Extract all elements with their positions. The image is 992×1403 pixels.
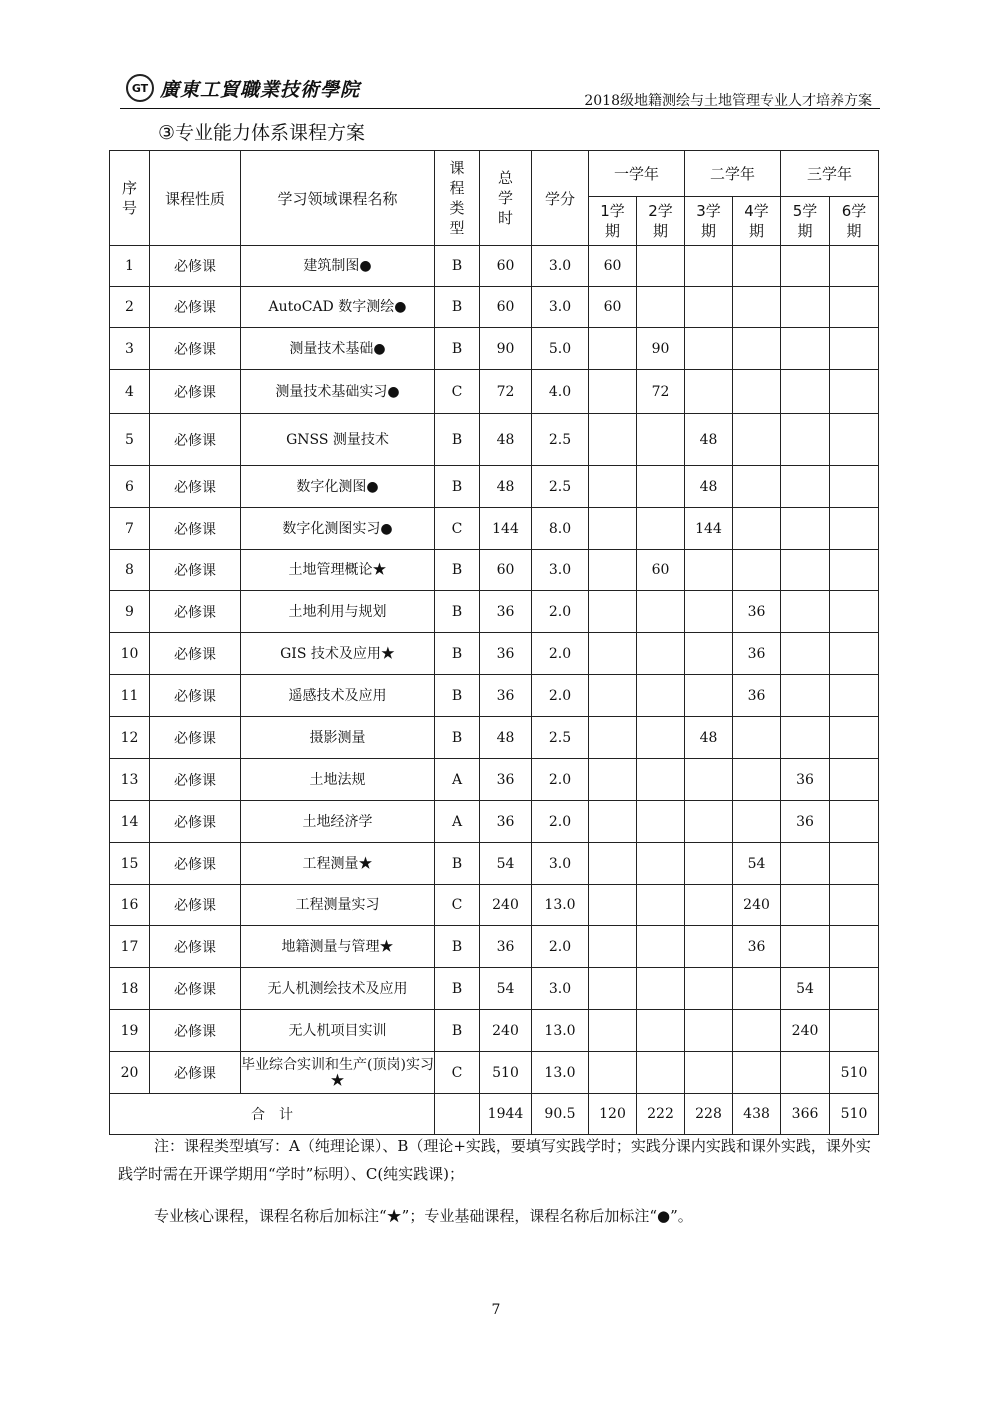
cell-course-name: 土地管理概论★ xyxy=(241,550,435,591)
header-year-2: 二学年 xyxy=(685,151,781,197)
cell-seq: 4 xyxy=(110,370,150,414)
cell-credits: 2.0 xyxy=(532,926,589,968)
cell-semester-3 xyxy=(685,328,733,370)
cell-semester-3 xyxy=(685,1010,733,1052)
table-row xyxy=(110,246,879,287)
cell-credits: 2.0 xyxy=(532,759,589,801)
cell-semester-3 xyxy=(685,550,733,591)
cell-semester-3 xyxy=(685,885,733,926)
cell-seq: 14 xyxy=(110,801,150,843)
cell-semester-5 xyxy=(781,328,830,370)
cell-type: B xyxy=(435,550,480,591)
table-row xyxy=(110,466,879,508)
school-emblem-icon: GT xyxy=(126,74,154,102)
cell-semester-5 xyxy=(781,633,830,675)
cell-semester-1 xyxy=(589,843,637,885)
cell-total-hours: 54 xyxy=(480,968,532,1010)
cell-semester-5 xyxy=(781,843,830,885)
cell-semester-1: 60 xyxy=(589,287,637,328)
cell-semester-1 xyxy=(589,414,637,466)
cell-nature: 必修课 xyxy=(150,1052,241,1094)
page-header xyxy=(120,70,880,110)
cell-course-name: 遥感技术及应用 xyxy=(241,675,435,717)
cell-total-hours: 60 xyxy=(480,287,532,328)
cell-semester-4 xyxy=(733,550,781,591)
cell-semester-4 xyxy=(733,801,781,843)
cell-seq: 9 xyxy=(110,591,150,633)
table-header xyxy=(110,151,879,246)
cell-semester-6 xyxy=(830,328,879,370)
cell-semester-2 xyxy=(637,675,685,717)
cell-total-hours: 60 xyxy=(480,246,532,287)
cell-credits: 3.0 xyxy=(532,287,589,328)
cell-semester-1 xyxy=(589,1052,637,1094)
cell-semester-1 xyxy=(589,801,637,843)
cell-credits: 4.0 xyxy=(532,370,589,414)
cell-credits: 2.5 xyxy=(532,414,589,466)
cell-semester-3 xyxy=(685,633,733,675)
cell-semester-5 xyxy=(781,717,830,759)
total-s1: 120 xyxy=(589,1094,637,1135)
table-row xyxy=(110,550,879,591)
cell-semester-3 xyxy=(685,287,733,328)
cell-type: B xyxy=(435,466,480,508)
table-row xyxy=(110,885,879,926)
cell-credits: 2.5 xyxy=(532,717,589,759)
cell-semester-4 xyxy=(733,370,781,414)
table-row xyxy=(110,801,879,843)
cell-semester-1 xyxy=(589,591,637,633)
cell-course-name: 无人机测绘技术及应用 xyxy=(241,968,435,1010)
cell-semester-5 xyxy=(781,926,830,968)
total-s4: 438 xyxy=(733,1094,781,1135)
cell-course-name: 土地利用与规划 xyxy=(241,591,435,633)
cell-semester-6 xyxy=(830,287,879,328)
cell-semester-4 xyxy=(733,717,781,759)
cell-semester-6 xyxy=(830,1010,879,1052)
cell-semester-6 xyxy=(830,843,879,885)
cell-semester-4 xyxy=(733,1052,781,1094)
cell-type: B xyxy=(435,717,480,759)
table-row xyxy=(110,843,879,885)
cell-type: B xyxy=(435,328,480,370)
cell-nature: 必修课 xyxy=(150,414,241,466)
header-semester-6: 6学 期 xyxy=(830,197,879,246)
cell-semester-5 xyxy=(781,550,830,591)
cell-semester-1 xyxy=(589,633,637,675)
cell-semester-5 xyxy=(781,885,830,926)
cell-nature: 必修课 xyxy=(150,843,241,885)
cell-semester-4: 36 xyxy=(733,926,781,968)
cell-semester-1 xyxy=(589,466,637,508)
cell-type: B xyxy=(435,675,480,717)
cell-semester-6 xyxy=(830,370,879,414)
header-year-1: 一学年 xyxy=(589,151,685,197)
cell-course-name: AutoCAD 数字测绘● xyxy=(241,287,435,328)
cell-semester-1 xyxy=(589,508,637,550)
cell-semester-1: 60 xyxy=(589,246,637,287)
cell-type: B xyxy=(435,843,480,885)
document-title: 2018级地籍测绘与土地管理专业人才培养方案 xyxy=(584,93,872,109)
cell-nature: 必修课 xyxy=(150,591,241,633)
cell-course-name: 地籍测量与管理★ xyxy=(241,926,435,968)
table-row xyxy=(110,328,879,370)
cell-nature: 必修课 xyxy=(150,759,241,801)
cell-course-name: 土地经济学 xyxy=(241,801,435,843)
cell-semester-5 xyxy=(781,414,830,466)
course-table xyxy=(109,150,879,1135)
cell-seq: 2 xyxy=(110,287,150,328)
section-title: ③专业能力体系课程方案 xyxy=(158,122,366,144)
cell-semester-6 xyxy=(830,801,879,843)
cell-total-hours: 54 xyxy=(480,843,532,885)
cell-type: B xyxy=(435,591,480,633)
header-semester-1: 1学 期 xyxy=(589,197,637,246)
cell-credits: 2.0 xyxy=(532,633,589,675)
header-seq: 序 号 xyxy=(110,151,150,246)
total-type xyxy=(435,1094,480,1135)
table-row xyxy=(110,370,879,414)
cell-semester-1 xyxy=(589,717,637,759)
cell-total-hours: 36 xyxy=(480,591,532,633)
cell-semester-5 xyxy=(781,466,830,508)
cell-semester-1 xyxy=(589,550,637,591)
table-row xyxy=(110,1010,879,1052)
cell-type: B xyxy=(435,968,480,1010)
cell-semester-1 xyxy=(589,328,637,370)
cell-semester-6 xyxy=(830,968,879,1010)
cell-semester-5 xyxy=(781,370,830,414)
header-total-hours: 总 学 时 xyxy=(480,151,532,246)
cell-course-name: 数字化测图实习● xyxy=(241,508,435,550)
cell-semester-2 xyxy=(637,414,685,466)
cell-semester-4: 36 xyxy=(733,633,781,675)
cell-semester-1 xyxy=(589,1010,637,1052)
cell-nature: 必修课 xyxy=(150,508,241,550)
cell-type: C xyxy=(435,1052,480,1094)
cell-semester-6 xyxy=(830,759,879,801)
cell-course-name: 建筑制图● xyxy=(241,246,435,287)
cell-total-hours: 48 xyxy=(480,414,532,466)
school-name: 廣東工貿職業技術學院 xyxy=(160,78,361,101)
table-row xyxy=(110,717,879,759)
header-nature: 课程性质 xyxy=(150,151,241,246)
cell-semester-3: 144 xyxy=(685,508,733,550)
cell-semester-4 xyxy=(733,246,781,287)
cell-nature: 必修课 xyxy=(150,885,241,926)
cell-semester-2 xyxy=(637,843,685,885)
cell-course-name: 工程测量★ xyxy=(241,843,435,885)
cell-course-name: 摄影测量 xyxy=(241,717,435,759)
cell-nature: 必修课 xyxy=(150,633,241,675)
cell-seq: 15 xyxy=(110,843,150,885)
total-s6: 510 xyxy=(830,1094,879,1135)
cell-semester-3 xyxy=(685,801,733,843)
cell-semester-2 xyxy=(637,885,685,926)
cell-semester-4 xyxy=(733,508,781,550)
header-year-3: 三学年 xyxy=(781,151,879,197)
cell-credits: 3.0 xyxy=(532,550,589,591)
cell-seq: 17 xyxy=(110,926,150,968)
cell-semester-1 xyxy=(589,926,637,968)
cell-seq: 18 xyxy=(110,968,150,1010)
cell-semester-3 xyxy=(685,843,733,885)
header-name: 学习领域课程名称 xyxy=(241,151,435,246)
cell-semester-3 xyxy=(685,675,733,717)
cell-type: B xyxy=(435,287,480,328)
cell-nature: 必修课 xyxy=(150,801,241,843)
cell-course-name: 土地法规 xyxy=(241,759,435,801)
cell-seq: 1 xyxy=(110,246,150,287)
cell-semester-6 xyxy=(830,246,879,287)
table-row xyxy=(110,968,879,1010)
cell-total-hours: 36 xyxy=(480,926,532,968)
school-logo xyxy=(126,74,360,102)
cell-total-hours: 36 xyxy=(480,675,532,717)
cell-semester-2: 90 xyxy=(637,328,685,370)
header-divider xyxy=(120,108,880,109)
total-hours: 1944 xyxy=(480,1094,532,1135)
cell-total-hours: 48 xyxy=(480,466,532,508)
cell-nature: 必修课 xyxy=(150,370,241,414)
cell-semester-4 xyxy=(733,1010,781,1052)
cell-total-hours: 240 xyxy=(480,1010,532,1052)
cell-nature: 必修课 xyxy=(150,328,241,370)
total-credit: 90.5 xyxy=(532,1094,589,1135)
cell-type: B xyxy=(435,246,480,287)
cell-semester-6 xyxy=(830,717,879,759)
cell-semester-4: 240 xyxy=(733,885,781,926)
total-s5: 366 xyxy=(781,1094,830,1135)
cell-course-name: 无人机项目实训 xyxy=(241,1010,435,1052)
cell-semester-3 xyxy=(685,968,733,1010)
cell-seq: 19 xyxy=(110,1010,150,1052)
cell-semester-2 xyxy=(637,926,685,968)
cell-semester-6 xyxy=(830,885,879,926)
cell-semester-3 xyxy=(685,759,733,801)
cell-total-hours: 510 xyxy=(480,1052,532,1094)
cell-type: B xyxy=(435,414,480,466)
cell-semester-2 xyxy=(637,801,685,843)
cell-semester-3: 48 xyxy=(685,414,733,466)
cell-semester-6 xyxy=(830,508,879,550)
cell-semester-2 xyxy=(637,466,685,508)
cell-semester-5 xyxy=(781,675,830,717)
cell-nature: 必修课 xyxy=(150,287,241,328)
cell-semester-6 xyxy=(830,591,879,633)
cell-seq: 3 xyxy=(110,328,150,370)
cell-semester-2: 60 xyxy=(637,550,685,591)
cell-semester-2 xyxy=(637,287,685,328)
total-s2: 222 xyxy=(637,1094,685,1135)
cell-credits: 13.0 xyxy=(532,1010,589,1052)
header-semester-5: 5学 期 xyxy=(781,197,830,246)
table-row xyxy=(110,414,879,466)
cell-total-hours: 36 xyxy=(480,801,532,843)
cell-total-hours: 36 xyxy=(480,633,532,675)
table-row xyxy=(110,591,879,633)
cell-semester-6 xyxy=(830,550,879,591)
cell-semester-4 xyxy=(733,759,781,801)
cell-type: B xyxy=(435,633,480,675)
total-label: 合 计 xyxy=(110,1094,435,1135)
cell-course-name: 测量技术基础● xyxy=(241,328,435,370)
cell-type: C xyxy=(435,885,480,926)
cell-credits: 8.0 xyxy=(532,508,589,550)
table-row xyxy=(110,926,879,968)
cell-semester-5: 54 xyxy=(781,968,830,1010)
cell-semester-3: 48 xyxy=(685,466,733,508)
cell-seq: 5 xyxy=(110,414,150,466)
cell-semester-2 xyxy=(637,591,685,633)
cell-total-hours: 72 xyxy=(480,370,532,414)
note-markers: 专业核心课程，课程名称后加标注“★”；专业基础课程，课程名称后加标注“●”。 xyxy=(154,1207,693,1225)
cell-total-hours: 36 xyxy=(480,759,532,801)
cell-seq: 6 xyxy=(110,466,150,508)
cell-semester-4 xyxy=(733,466,781,508)
cell-semester-4 xyxy=(733,328,781,370)
cell-semester-2 xyxy=(637,1052,685,1094)
cell-semester-3 xyxy=(685,1052,733,1094)
cell-course-name: 毕业综合实训和生产(顶岗)实习★ xyxy=(241,1052,435,1094)
cell-course-name: 测量技术基础实习● xyxy=(241,370,435,414)
cell-semester-5 xyxy=(781,1052,830,1094)
table-row xyxy=(110,508,879,550)
cell-semester-6: 510 xyxy=(830,1052,879,1094)
header-semester-4: 4学 期 xyxy=(733,197,781,246)
cell-course-name: GNSS 测量技术 xyxy=(241,414,435,466)
header-type: 课 程 类 型 xyxy=(435,151,480,246)
cell-semester-5 xyxy=(781,246,830,287)
cell-credits: 2.0 xyxy=(532,591,589,633)
cell-seq: 7 xyxy=(110,508,150,550)
cell-semester-2 xyxy=(637,508,685,550)
cell-total-hours: 144 xyxy=(480,508,532,550)
cell-credits: 2.0 xyxy=(532,675,589,717)
cell-semester-2 xyxy=(637,717,685,759)
cell-course-name: GIS 技术及应用★ xyxy=(241,633,435,675)
cell-semester-3 xyxy=(685,591,733,633)
cell-semester-6 xyxy=(830,675,879,717)
cell-semester-5: 240 xyxy=(781,1010,830,1052)
cell-nature: 必修课 xyxy=(150,466,241,508)
note-course-type: 注：课程类型填写：A（纯理论课）、B（理论+实践，要填写实践学时；实践分课内实践和课外实践，课外实践学时需在开课学期用“学时”标明）、C(纯实践课)； xyxy=(118,1137,871,1183)
cell-semester-1 xyxy=(589,370,637,414)
cell-credits: 2.5 xyxy=(532,466,589,508)
cell-course-name: 数字化测图● xyxy=(241,466,435,508)
total-row xyxy=(110,1094,879,1135)
cell-semester-3 xyxy=(685,370,733,414)
cell-semester-6 xyxy=(830,414,879,466)
cell-nature: 必修课 xyxy=(150,675,241,717)
cell-semester-4 xyxy=(733,968,781,1010)
cell-credits: 13.0 xyxy=(532,885,589,926)
cell-semester-5 xyxy=(781,287,830,328)
cell-semester-5 xyxy=(781,508,830,550)
table-body xyxy=(110,246,879,1135)
cell-type: A xyxy=(435,759,480,801)
cell-semester-2 xyxy=(637,246,685,287)
cell-semester-6 xyxy=(830,926,879,968)
cell-semester-3 xyxy=(685,246,733,287)
cell-seq: 12 xyxy=(110,717,150,759)
cell-nature: 必修课 xyxy=(150,926,241,968)
cell-credits: 3.0 xyxy=(532,968,589,1010)
cell-semester-1 xyxy=(589,885,637,926)
cell-type: A xyxy=(435,801,480,843)
cell-semester-4: 54 xyxy=(733,843,781,885)
cell-credits: 13.0 xyxy=(532,1052,589,1094)
cell-total-hours: 60 xyxy=(480,550,532,591)
header-credits: 学分 xyxy=(532,151,589,246)
cell-seq: 10 xyxy=(110,633,150,675)
cell-seq: 13 xyxy=(110,759,150,801)
cell-semester-6 xyxy=(830,466,879,508)
cell-seq: 8 xyxy=(110,550,150,591)
cell-semester-2: 72 xyxy=(637,370,685,414)
table-row xyxy=(110,287,879,328)
cell-seq: 20 xyxy=(110,1052,150,1094)
cell-semester-2 xyxy=(637,968,685,1010)
table-row xyxy=(110,675,879,717)
cell-semester-2 xyxy=(637,633,685,675)
cell-semester-3 xyxy=(685,926,733,968)
page-number: 7 xyxy=(491,1302,501,1318)
cell-type: C xyxy=(435,370,480,414)
cell-credits: 5.0 xyxy=(532,328,589,370)
cell-semester-5: 36 xyxy=(781,801,830,843)
cell-semester-1 xyxy=(589,968,637,1010)
cell-semester-1 xyxy=(589,675,637,717)
cell-semester-2 xyxy=(637,1010,685,1052)
total-s3: 228 xyxy=(685,1094,733,1135)
cell-total-hours: 48 xyxy=(480,717,532,759)
cell-semester-2 xyxy=(637,759,685,801)
cell-semester-1 xyxy=(589,759,637,801)
cell-credits: 3.0 xyxy=(532,843,589,885)
cell-credits: 2.0 xyxy=(532,801,589,843)
cell-nature: 必修课 xyxy=(150,550,241,591)
cell-semester-4: 36 xyxy=(733,591,781,633)
cell-nature: 必修课 xyxy=(150,968,241,1010)
cell-credits: 3.0 xyxy=(532,246,589,287)
header-semester-2: 2学 期 xyxy=(637,197,685,246)
cell-semester-5 xyxy=(781,591,830,633)
cell-semester-4 xyxy=(733,414,781,466)
cell-total-hours: 240 xyxy=(480,885,532,926)
cell-seq: 16 xyxy=(110,885,150,926)
cell-type: B xyxy=(435,926,480,968)
cell-nature: 必修课 xyxy=(150,1010,241,1052)
cell-seq: 11 xyxy=(110,675,150,717)
table-row xyxy=(110,1052,879,1094)
header-semester-3: 3学 期 xyxy=(685,197,733,246)
cell-semester-4: 36 xyxy=(733,675,781,717)
cell-semester-3: 48 xyxy=(685,717,733,759)
cell-semester-5: 36 xyxy=(781,759,830,801)
cell-nature: 必修课 xyxy=(150,246,241,287)
cell-semester-6 xyxy=(830,633,879,675)
table-row xyxy=(110,759,879,801)
cell-course-name: 工程测量实习 xyxy=(241,885,435,926)
cell-type: C xyxy=(435,508,480,550)
cell-type: B xyxy=(435,1010,480,1052)
cell-total-hours: 90 xyxy=(480,328,532,370)
cell-nature: 必修课 xyxy=(150,717,241,759)
cell-semester-4 xyxy=(733,287,781,328)
table-row xyxy=(110,633,879,675)
